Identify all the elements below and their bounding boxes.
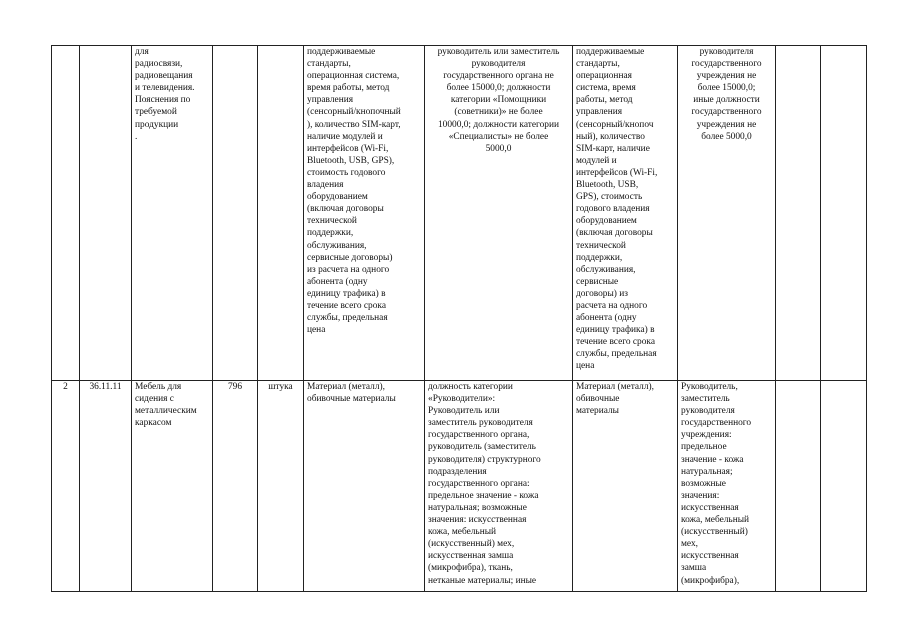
row-number-cell bbox=[52, 46, 80, 381]
extra-cell-1 bbox=[776, 381, 821, 592]
characteristic-cell: поддерживаемые стандарты, операционная система, время работы, метод управления (сенсорный/кнопочный ), количество SIM-карт, наличие модулей и интерфейсов (Wi-Fi, Bluetooth, USB, GPS), стоимость годового владения оборудованием (включая договоры технической поддержки, обслуживания, сервисные договоры) из расчета на одного абонента (одну единицу трафика) в течение всего срока службы, предельная цена bbox=[304, 46, 425, 381]
requirements-table bbox=[51, 45, 867, 592]
extra-cell-2 bbox=[821, 46, 867, 381]
characteristic-cell: Материал (металл), обивочные материалы bbox=[304, 381, 425, 592]
extra-cell-1 bbox=[776, 46, 821, 381]
okpd-code-cell bbox=[80, 46, 132, 381]
okpd-code-cell: 36.11.11 bbox=[80, 381, 132, 592]
okei-code-cell: 796 bbox=[213, 381, 258, 592]
unit-cell: штука bbox=[258, 381, 304, 592]
table-row bbox=[52, 381, 867, 592]
characteristic-value-cell: должность категории «Руководители»: Руководитель или заместитель руководителя государственного органа, руководитель (заместитель руководителя) структурного подразделения государственного органа: предельное значение - кожа натуральная; возможные значения: искусственная кожа, мебельный (искусственный) мех, искусственная замша (микрофибра), ткань, нетканые материалы; иные bbox=[425, 381, 573, 592]
product-name-cell: для радиосвязи, радиовещания и телевидения. Пояснения по требуемой продукции . bbox=[132, 46, 213, 381]
characteristic-value-2-cell: Руководитель, заместитель руководителя государственного учреждения: предельное значение - кожа натуральная; возможные значения: искусственная кожа, мебельный (искусственный) мех, искусственная замша (микрофибра), bbox=[678, 381, 776, 592]
unit-cell bbox=[258, 46, 304, 381]
table-row bbox=[52, 46, 867, 381]
row-number-cell: 2 bbox=[52, 381, 80, 592]
okei-code-cell bbox=[213, 46, 258, 381]
characteristic-value-2-cell: руководителя государственного учреждения не более 15000,0; иные должности государственного учреждения не более 5000,0 bbox=[678, 46, 776, 381]
characteristic-2-cell: поддерживаемые стандарты, операционная система, время работы, метод управления (сенсорный/кнопоч ный), количество SIM-карт, наличие модулей и интерфейсов (Wi-Fi, Bluetooth, USB, GPS), стоимость годового владения оборудованием (включая договоры технической поддержки, обслуживания, сервисные договоры) из расчета на одного абонента (одну единицу трафика) в течение всего срока службы, предельная цена bbox=[573, 46, 678, 381]
product-name-cell: Мебель для сидения с металлическим каркасом bbox=[132, 381, 213, 592]
characteristic-2-cell: Материал (металл), обивочные материалы bbox=[573, 381, 678, 592]
characteristic-value-cell: руководитель или заместитель руководителя государственного органа не более 15000,0; должности категории «Помощники (советники)» не более 10000,0; должности категории «Специалисты» не более 5000,0 bbox=[425, 46, 573, 381]
extra-cell-2 bbox=[821, 381, 867, 592]
